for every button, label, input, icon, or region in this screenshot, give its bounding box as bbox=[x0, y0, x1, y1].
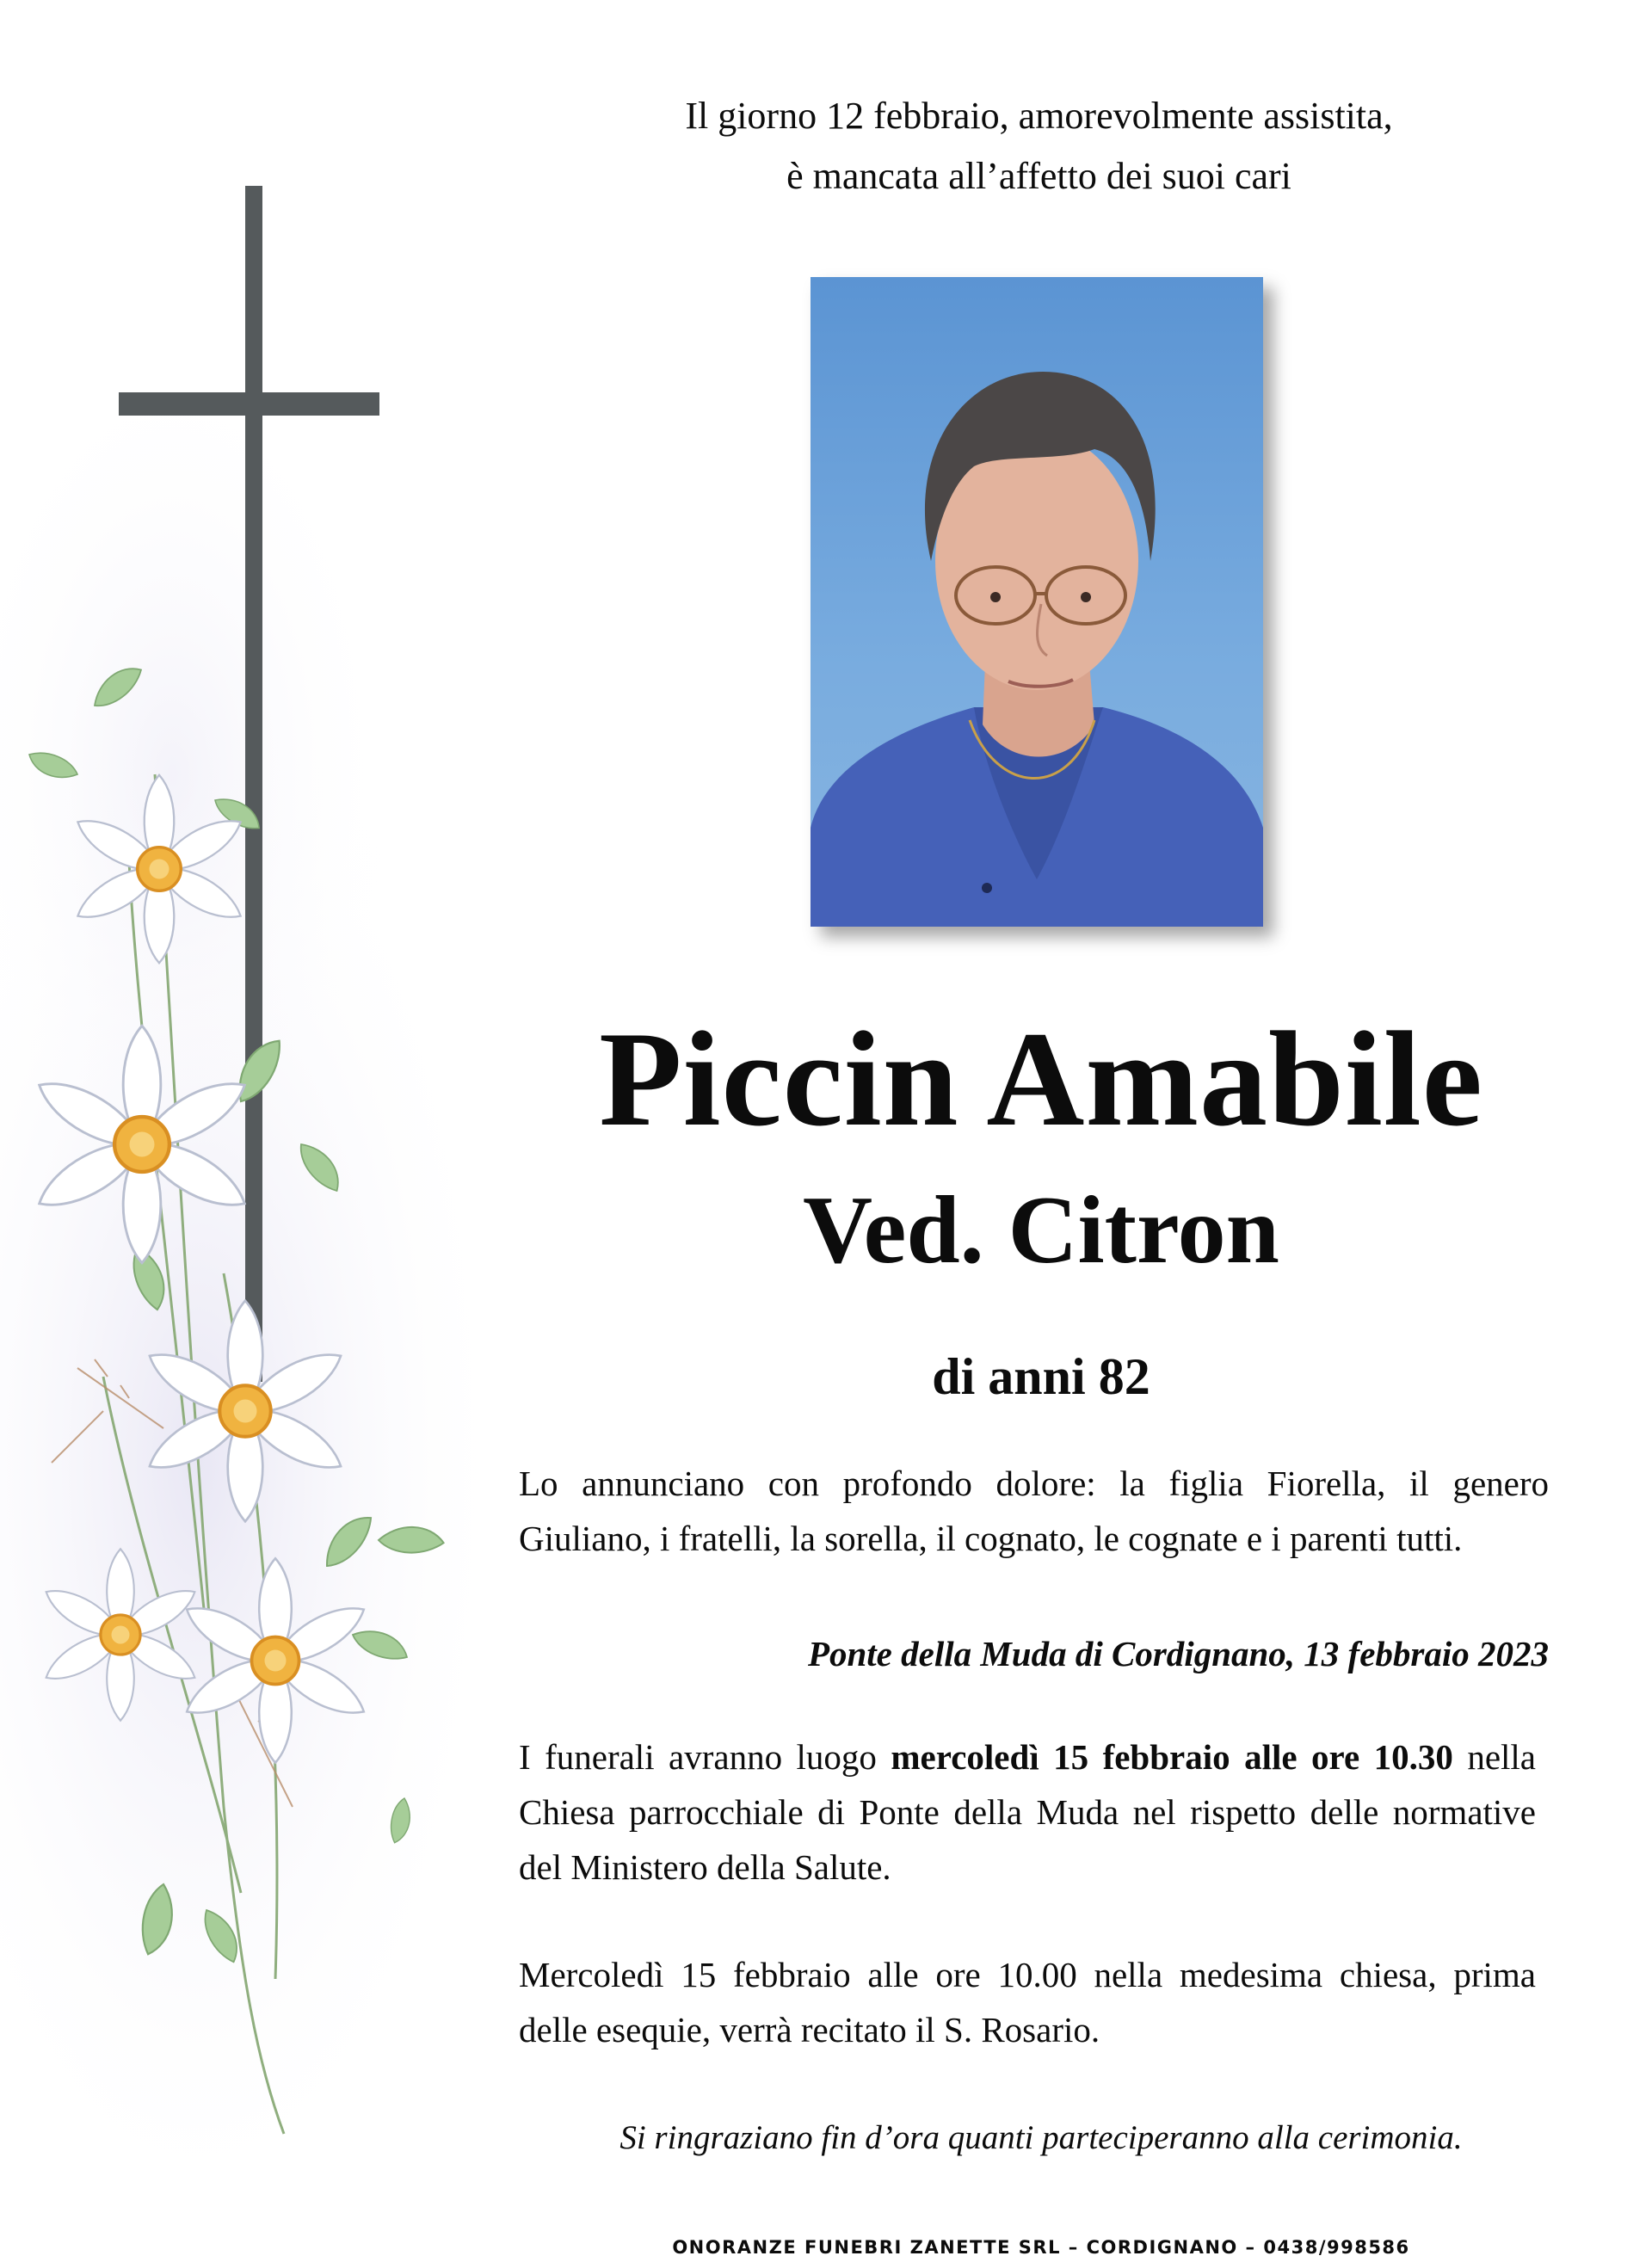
funeral-details bbox=[519, 1729, 1536, 1895]
intro-line-2: è mancata all’affetto dei suoi cari bbox=[786, 155, 1291, 197]
cross-horizontal-beam bbox=[119, 392, 379, 416]
funeral-date-time: mercoledì 15 febbraio alle ore 10.30 bbox=[891, 1737, 1453, 1777]
place-and-date: Ponte della Muda di Cordignano, 13 febbraio 2023 bbox=[807, 1634, 1549, 1673]
widow-of-name: Ved. Citron bbox=[803, 1177, 1279, 1284]
announcement-text: Lo annunciano con profondo dolore: la figlia Fiorella, il genero Giuliano, i fratelli, la sorella, il cognato, le cognate e i parenti tutti. bbox=[519, 1464, 1549, 1558]
funeral-suffix: nella Chiesa parrocchiale di Ponte della Muda nel rispetto delle normative del Ministero della Salute. bbox=[519, 1737, 1537, 1887]
intro-text bbox=[602, 86, 1476, 206]
rosary-text: Mercoledì 15 febbraio alle ore 10.00 nella medesima chiesa, prima delle esequie, verrà recitato il S. Rosario. bbox=[519, 1955, 1536, 2049]
thanks-text: Si ringraziano fin d’ora quanti parteciperanno alla cerimonia. bbox=[620, 2119, 1463, 2156]
intro-line-1: Il giorno 12 febbraio, amorevolmente assistita, bbox=[685, 95, 1393, 137]
funeral-home-footer: ONORANZE FUNEBRI ZANETTE SRL – CORDIGNANO – 0438/998586 bbox=[672, 2237, 1410, 2258]
portrait-photo bbox=[811, 277, 1263, 927]
funeral-prefix: I funerali avranno luogo bbox=[519, 1737, 891, 1777]
cross-vertical-beam bbox=[245, 186, 262, 1382]
portrait-image bbox=[811, 277, 1263, 927]
cross-with-flowers-illustration bbox=[0, 0, 533, 2262]
deceased-name: Piccin Amabile bbox=[599, 1004, 1483, 1155]
age: di anni 82 bbox=[932, 1348, 1150, 1405]
